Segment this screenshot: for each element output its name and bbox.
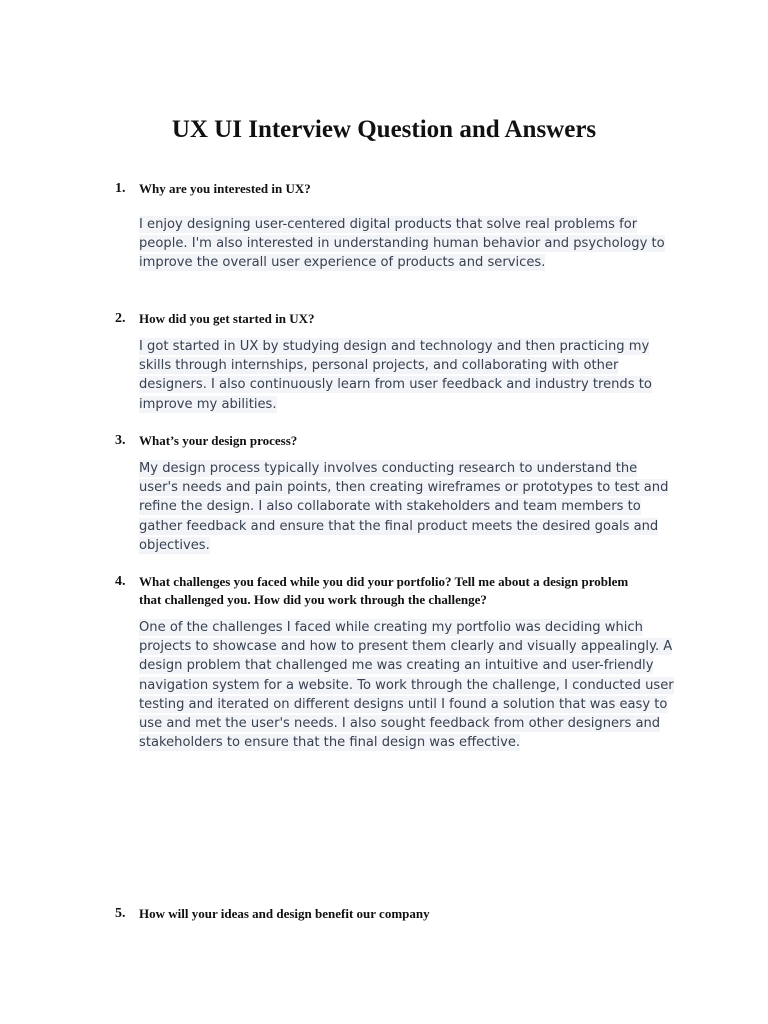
document-title: UX UI Interview Question and Answers [171,116,597,143]
question-text: How will your ideas and design benefit our company [139,906,430,921]
question-number: 5. [115,906,126,921]
question-text: Why are you interested in UX? [139,181,311,196]
answer-3 [139,459,675,555]
question-5 [115,905,675,923]
question-4 [115,573,635,609]
question-number: 3. [115,433,126,448]
question-2 [115,310,675,328]
question-number: 4. [115,574,126,589]
answer-text: My design process typically involves conducting research to understand the user's needs and pain points, then creating wireframes or prototypes to test and refine the design. I also collaborate with stakeholders and team members to gather feedback and ensure that the final product meets the desired goals and objectives. [139,461,669,553]
question-1 [115,180,675,198]
question-text: What challenges you faced while you did your portfolio? Tell me about a design problem that challenged you. How did you work through the challenge? [139,574,629,607]
answer-text: One of the challenges I faced while creating my portfolio was deciding which projects to showcase and how to present them clearly and visually appealingly. A design problem that challenged me was creating an intuitive and user-friendly navigation system for a website. To work through the challenge, I conducted user testing and iterated on different designs until I found a solution that was easy to use and met the user's needs. I also sought feedback from other designers and stakeholders to ensure that the final design was effective. [139,620,674,751]
question-number: 1. [115,181,126,196]
answer-4 [139,618,675,752]
question-text: What’s your design process? [139,433,298,448]
question-number: 2. [115,311,126,326]
question-text: How did you get started in UX? [139,311,315,326]
answer-text: I got started in UX by studying design and technology and then practicing my skills through internships, personal projects, and collaborating with other designers. I also continuously learn from user feedback and industry trends to improve my abilities. [139,339,652,412]
answer-1 [139,215,675,273]
question-3 [115,432,675,450]
answer-2 [139,337,675,414]
answer-text: I enjoy designing user-centered digital products that solve real problems for people. I'm also interested in understanding human behavior and psychology to improve the overall user experience of products and services. [139,217,665,271]
